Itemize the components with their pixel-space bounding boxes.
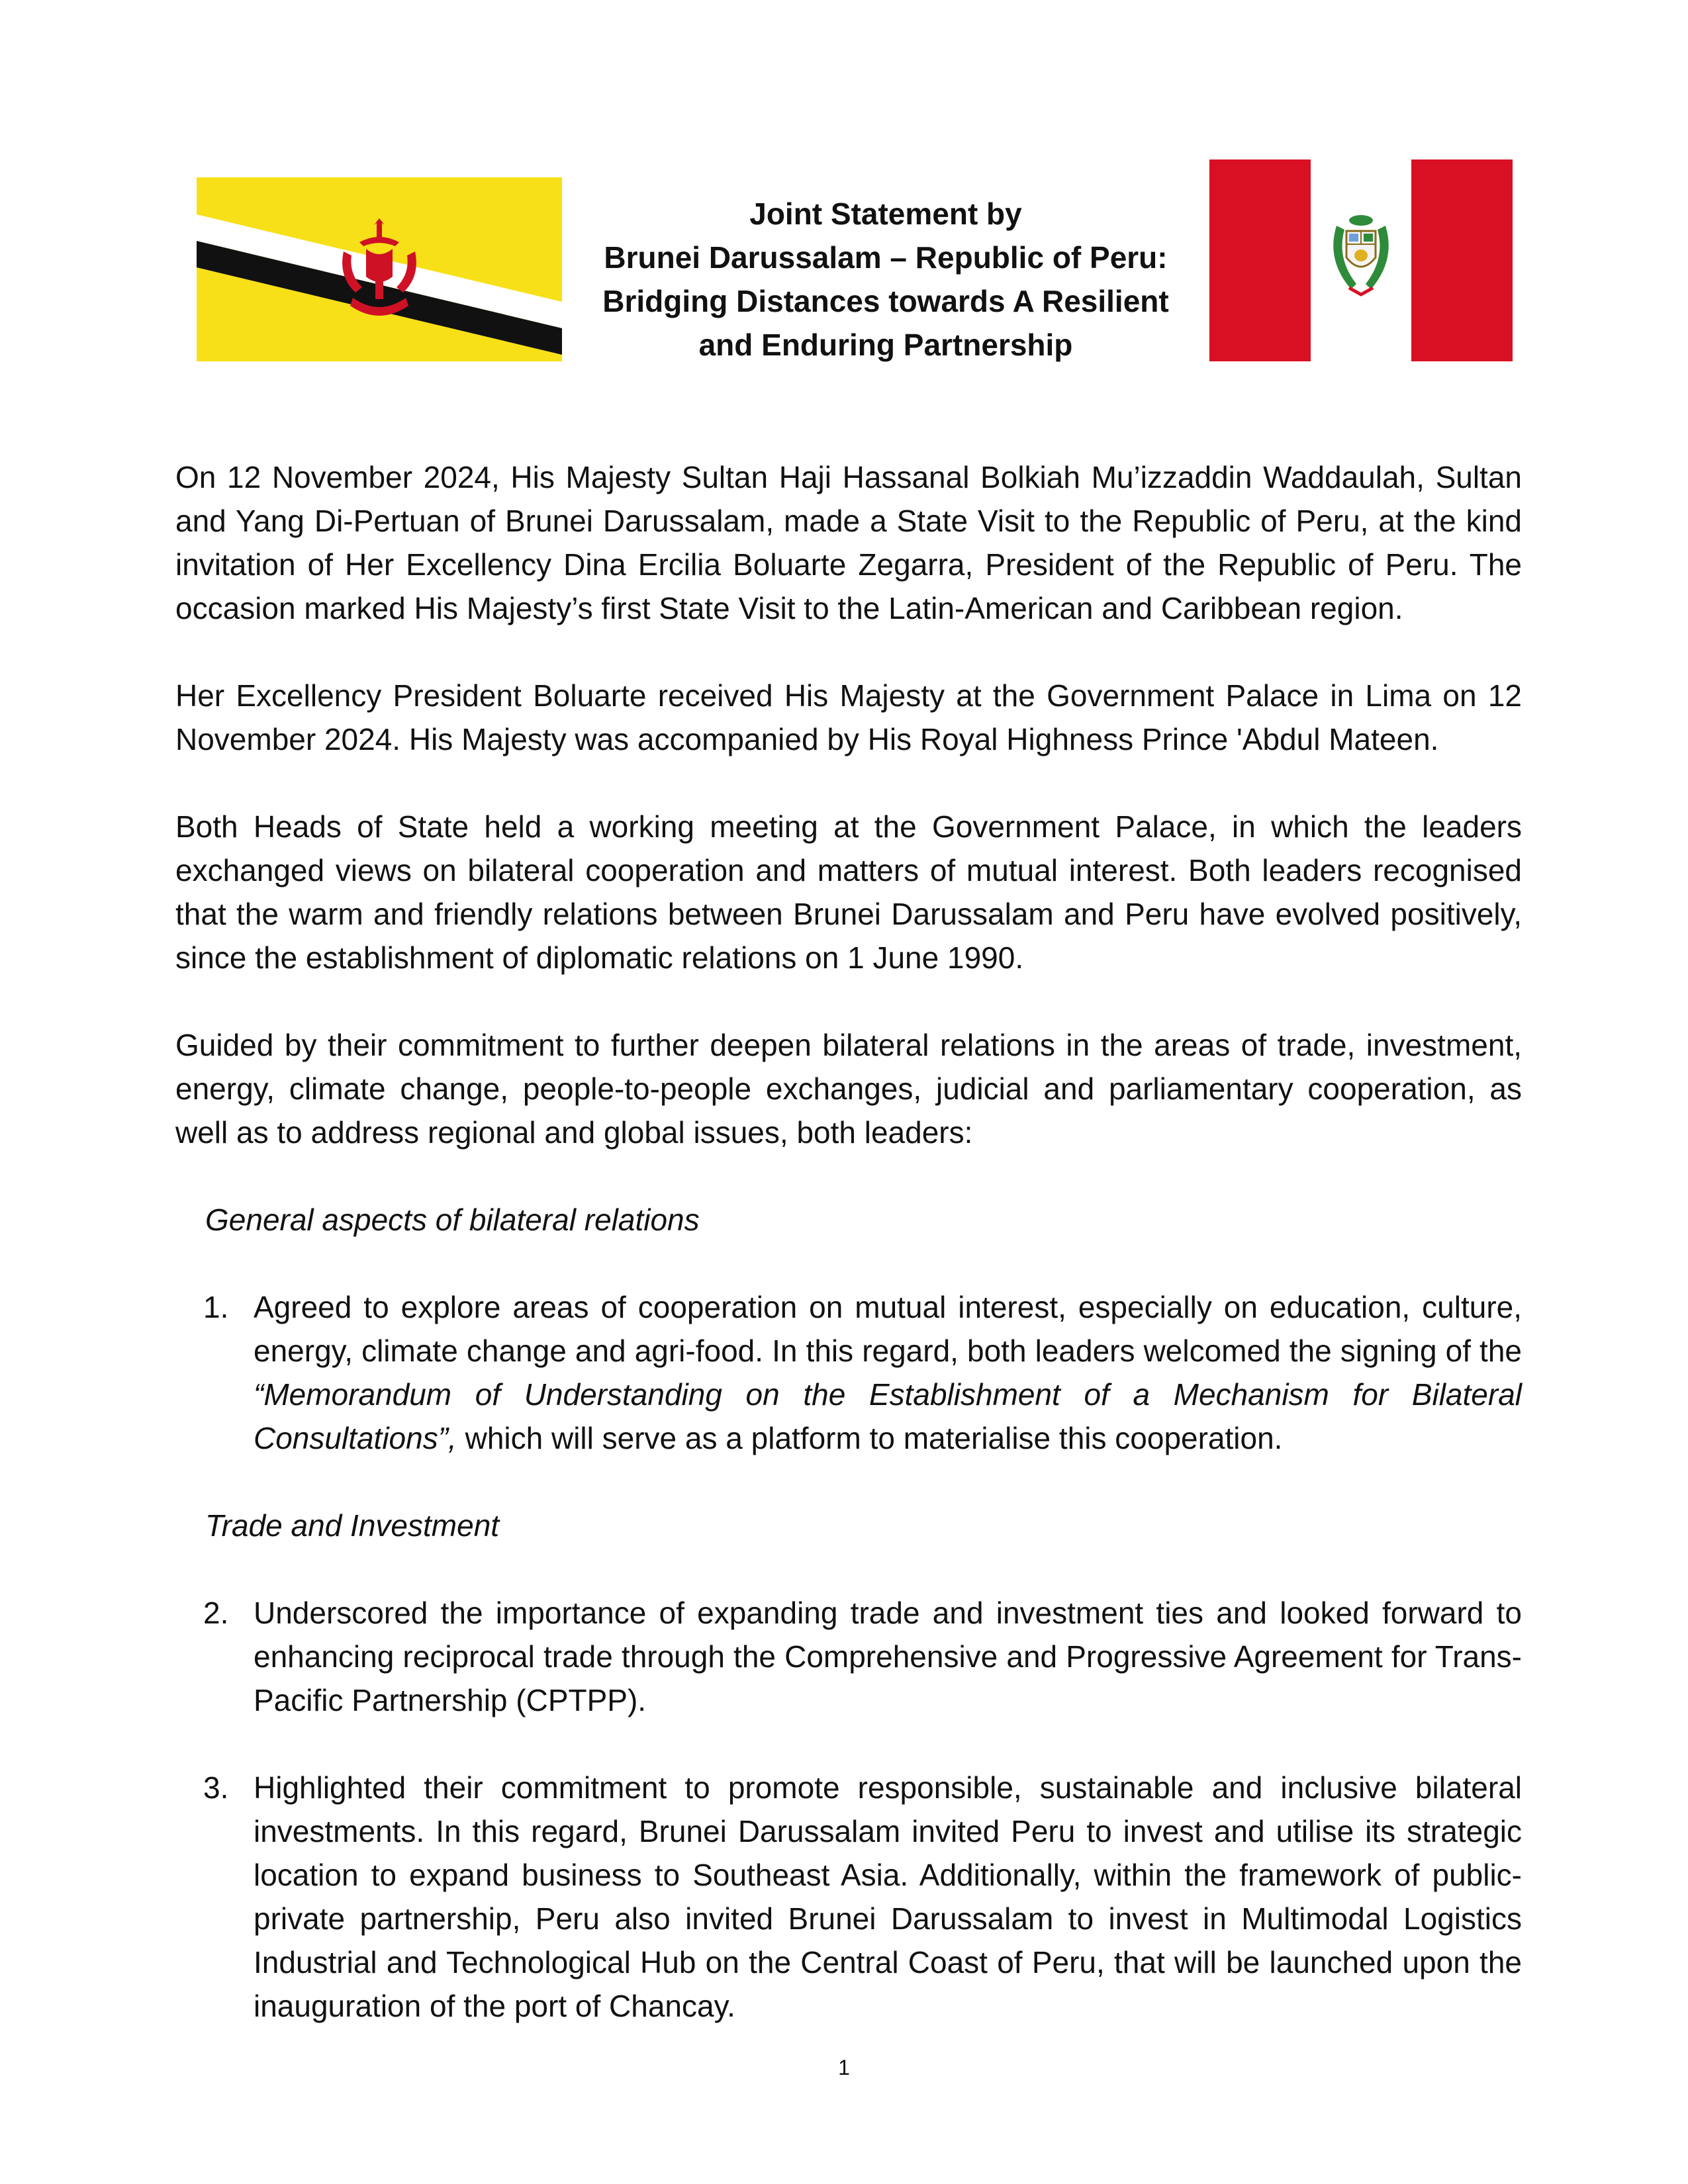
title-line: Joint Statement by [749,197,1022,231]
numbered-item [175,1766,1522,2028]
body-paragraph: Guided by their commitment to further deepen bilateral relations in the areas of trade, investment, energy, climate change, people-to-people exchanges, judicial and parliamentary cooperation, as well as to address regional and global issues, both leaders: [175,1028,1522,1150]
title-line: and Enduring Partnership [698,328,1073,362]
item-text: Agreed to explore areas of cooperation on mutual interest, especially on education, culture, energy, climate change and agri-food. In this regard, both leaders welcomed the signing of the [254,1290,1522,1368]
peru-flag-right-band [1411,159,1513,361]
peru-flag-left-band [1209,159,1311,361]
numbered-item [175,1591,1522,1722]
section-heading: General aspects of bilateral relations [205,1203,700,1237]
numbered-item [175,1285,1522,1460]
item-text: which will serve as a platform to materialise this cooperation. [456,1421,1283,1455]
body-paragraph: On 12 November 2024, His Majesty Sultan Haji Hassanal Bolkiah Mu’izzaddin Waddaulah, Sultan and Yang Di-Pertuan of Brunei Darussalam, made a State Visit to the Republic of Peru, at the kind invitation of Her Excellency Dina Ercilia Boluarte Zegarra, President of the Republic of Peru. The occasion marked His Majesty’s first State Visit to the Latin-American and Caribbean region. [175,460,1522,625]
title-line: Bridging Distances towards A Resilient [602,284,1169,318]
item-text: Underscored the importance of expanding trade and investment ties and looked forward to enhancing reciprocal trade through the Comprehensive and Progressive Agreement for Trans-Pacific Partnership (CPTPP). [254,1596,1522,1717]
brunei-flag-image [197,177,562,361]
title-line: Brunei Darussalam – Republic of Peru: [604,240,1168,275]
item-number: 2. [203,1596,229,1630]
page-number: 1 [838,2056,850,2079]
item-text: Highlighted their commitment to promote responsible, sustainable and inclusive bilateral investments. In this regard, Brunei Darussalam invited Peru to invest and utilise its strategic location to expand business to Southeast Asia. Additionally, within the framework of public-private partnership, Peru also invited Brunei Darussalam to invest in Multimodal Logistics Industrial and Technological Hub on the Central Coast of Peru, that will be launched upon the inauguration of the port of Chancay. [254,1770,1522,2023]
body-paragraph: Her Excellency President Boluarte received His Majesty at the Government Palace in Lima on 12 November 2024. His Majesty was accompanied by His Royal Highness Prince 'Abdul Mateen. [175,678,1522,756]
item-number: 1. [203,1290,229,1324]
statement-body [175,455,1522,2028]
section-heading: Trade and Investment [205,1508,500,1543]
peru-flag-image [1209,159,1513,361]
body-paragraph: Both Heads of State held a working meeting at the Government Palace, in which the leaders exchanged views on bilateral cooperation and matters of mutual interest. Both leaders recognised that the warm and friendly relations between Brunei Darussalam and Peru have evolved positively, since the establishment of diplomatic relations on 1 June 1990. [175,809,1522,975]
document-title [568,192,1203,367]
mou-title-italic: “Memorandum of Understanding on the Establishment of a Mechanism for Bilateral Consultations”, [254,1377,1522,1455]
item-number: 3. [203,1770,229,1805]
